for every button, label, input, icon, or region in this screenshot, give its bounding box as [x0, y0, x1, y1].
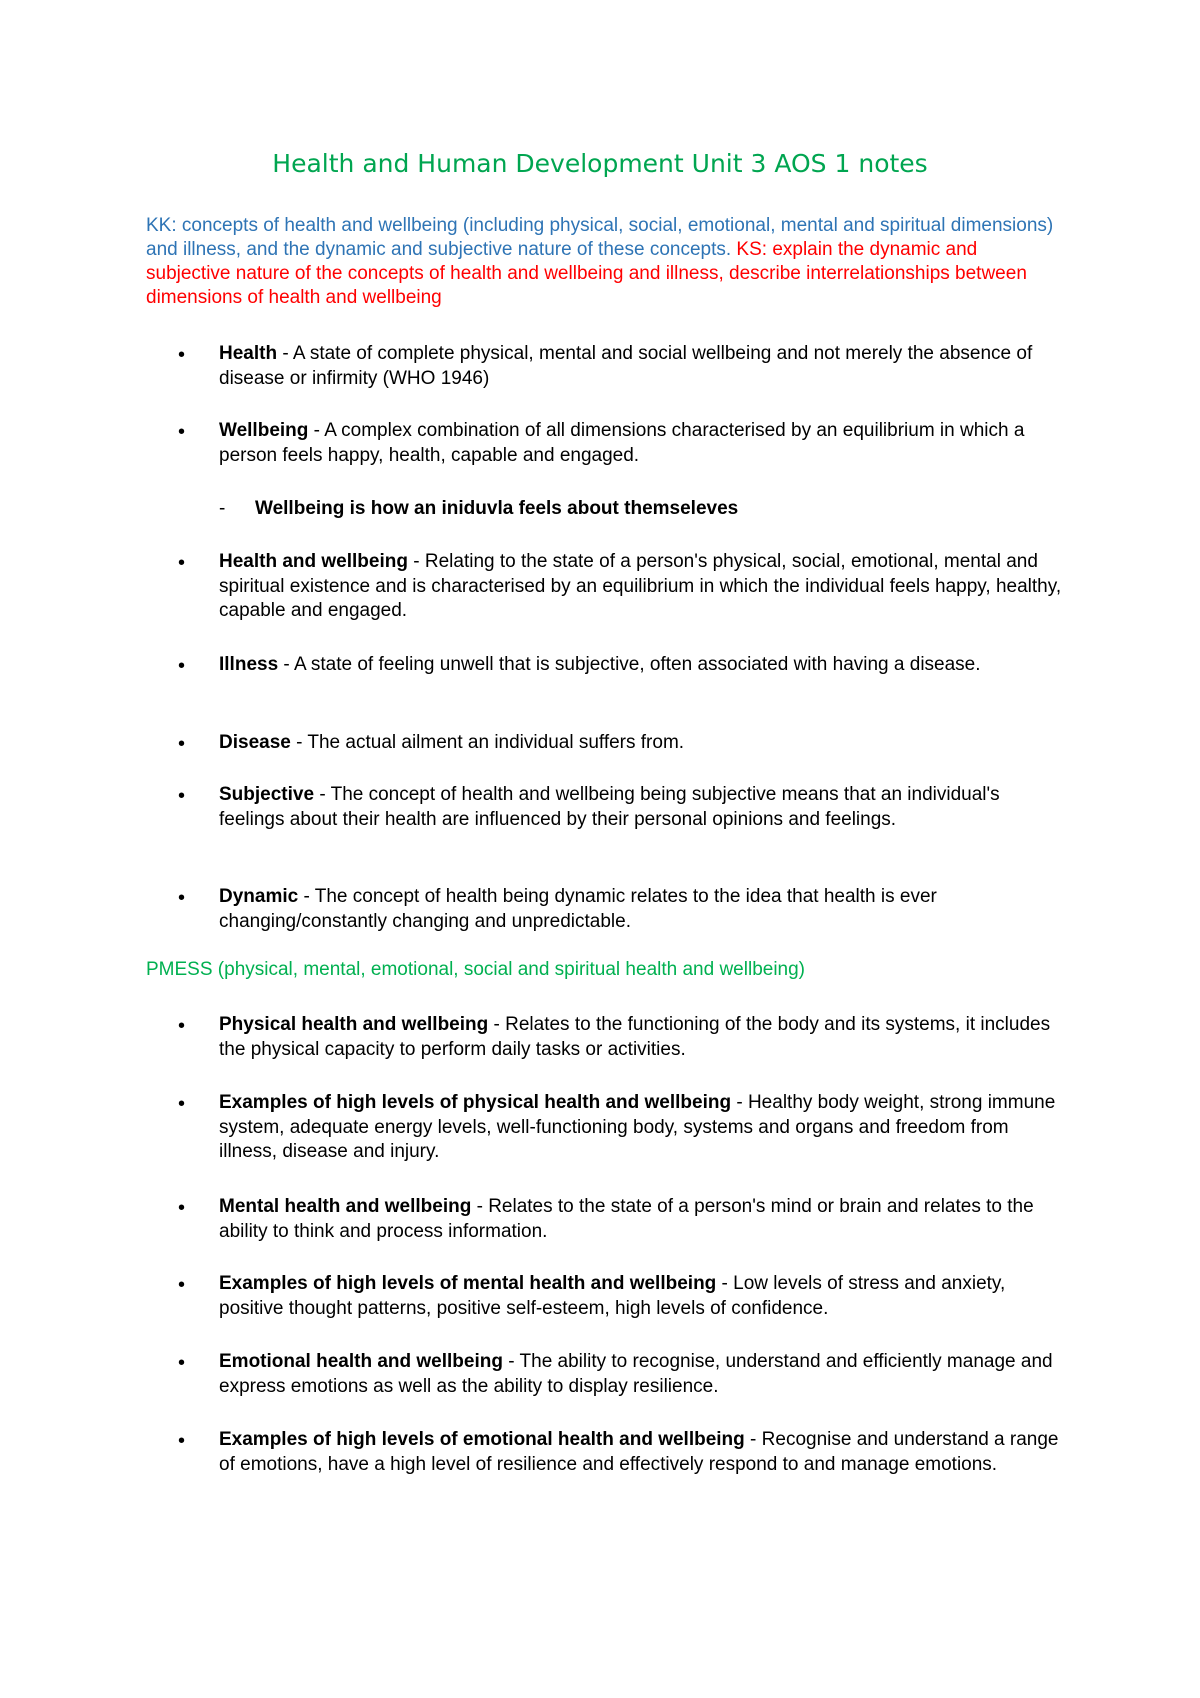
term-definition: - Healthy body weight, strong immune system, adequate energy levels, well-functioning body, systems and organs and freedom from illness, disease and injury.	[219, 1092, 1056, 1162]
term-label: Subjective	[219, 784, 315, 805]
term-definition: - A state of feeling unwell that is subjective, often associated with having a disease.	[278, 654, 981, 675]
list-item	[219, 783, 1069, 832]
bullet-icon: •	[178, 655, 186, 677]
list-item	[219, 342, 1069, 391]
term-label: Examples of high levels of emotional health and wellbeing	[219, 1429, 745, 1450]
term-definition: - Recognise and understand a range of emotions, have a high level of resilience and effectively respond to and manage emotions.	[219, 1429, 1059, 1475]
bullet-icon: •	[178, 1430, 186, 1452]
bullet-icon: •	[178, 1015, 186, 1037]
list-item	[219, 885, 1069, 934]
term-definition: - Low levels of stress and anxiety, positive thought patterns, positive self-esteem, high levels of confidence.	[219, 1273, 1006, 1319]
term-definition: - Relating to the state of a person's physical, social, emotional, mental and spiritual existence and is characterised by an equilibrium in which the individual feels happy, healthy, capable and engaged.	[219, 551, 1062, 621]
bullet-icon: •	[178, 1093, 186, 1115]
term-label: Examples of high levels of mental health and wellbeing	[219, 1273, 717, 1294]
term-label: Health	[219, 343, 278, 364]
bullet-icon: •	[178, 733, 186, 755]
term-label: Mental health and wellbeing	[219, 1196, 472, 1217]
bullet-icon: •	[178, 887, 186, 909]
bullet-icon: •	[178, 421, 186, 443]
term-label: Examples of high levels of physical health and wellbeing	[219, 1092, 732, 1113]
term-definition: - Relates to the state of a person's mind or brain and relates to the ability to think and process information.	[219, 1196, 1034, 1242]
list-item	[219, 419, 1069, 468]
bullet-icon: •	[178, 1197, 186, 1219]
key-knowledge-text: KK: concepts of health and wellbeing (including physical, social, emotional, mental and spiritual dimensions) and illness, and the dynamic and subjective nature of these concepts.	[146, 215, 1054, 260]
term-definition: - A complex combination of all dimensions characterised by an equilibrium in which a person feels happy, health, capable and engaged.	[219, 420, 1025, 466]
intro-paragraph	[146, 214, 1066, 310]
bullet-icon: •	[178, 1274, 186, 1296]
list-item	[219, 1428, 1069, 1477]
term-label: Disease	[219, 732, 291, 753]
term-definition: - The actual ailment an individual suffers from.	[290, 732, 685, 753]
term-label: Emotional health and wellbeing	[219, 1351, 503, 1372]
pmess-heading: PMESS (physical, mental, emotional, social and spiritual health and wellbeing)	[146, 959, 806, 980]
list-item	[219, 653, 1069, 678]
term-definition: - A state of complete physical, mental and social wellbeing and not merely the absence of disease or infirmity (WHO 1946)	[219, 343, 1033, 389]
list-item	[219, 731, 1069, 756]
term-label: Illness	[219, 654, 279, 675]
key-skills-text: KS: explain the dynamic and subjective nature of the concepts of health and wellbeing and illness, describe interrelationships between dimensions of health and wellbeing	[146, 239, 1027, 308]
list-item	[219, 1013, 1069, 1062]
term-label: Physical health and wellbeing	[219, 1014, 489, 1035]
bullet-icon: •	[178, 344, 186, 366]
term-label: Dynamic	[219, 886, 299, 907]
list-item	[219, 1195, 1069, 1244]
list-item	[219, 1350, 1069, 1399]
term-definition: - The ability to recognise, understand and efficiently manage and express emotions as well as the ability to display resilience.	[219, 1351, 1053, 1397]
term-label: Wellbeing	[219, 420, 309, 441]
term-definition: - Relates to the functioning of the body and its systems, it includes the physical capacity to perform daily tasks or activities.	[219, 1014, 1051, 1060]
bullet-icon: •	[178, 785, 186, 807]
term-definition: - The concept of health being dynamic relates to the idea that health is ever changing/constantly changing and unpredictable.	[219, 886, 937, 932]
term-label: Health and wellbeing	[219, 551, 408, 572]
term-definition: - The concept of health and wellbeing being subjective means that an individual's feelings about their health are influenced by their personal opinions and feelings.	[219, 784, 1000, 830]
dash-marker: -	[219, 498, 226, 519]
list-item	[219, 1272, 1069, 1321]
list-item	[219, 550, 1069, 624]
list-item	[219, 1091, 1069, 1165]
page-title: Health and Human Development Unit 3 AOS 1 notes	[272, 149, 928, 178]
bullet-icon: •	[178, 552, 186, 574]
bullet-icon: •	[178, 1352, 186, 1374]
sub-note: Wellbeing is how an iniduvla feels about themseleves	[255, 498, 739, 519]
